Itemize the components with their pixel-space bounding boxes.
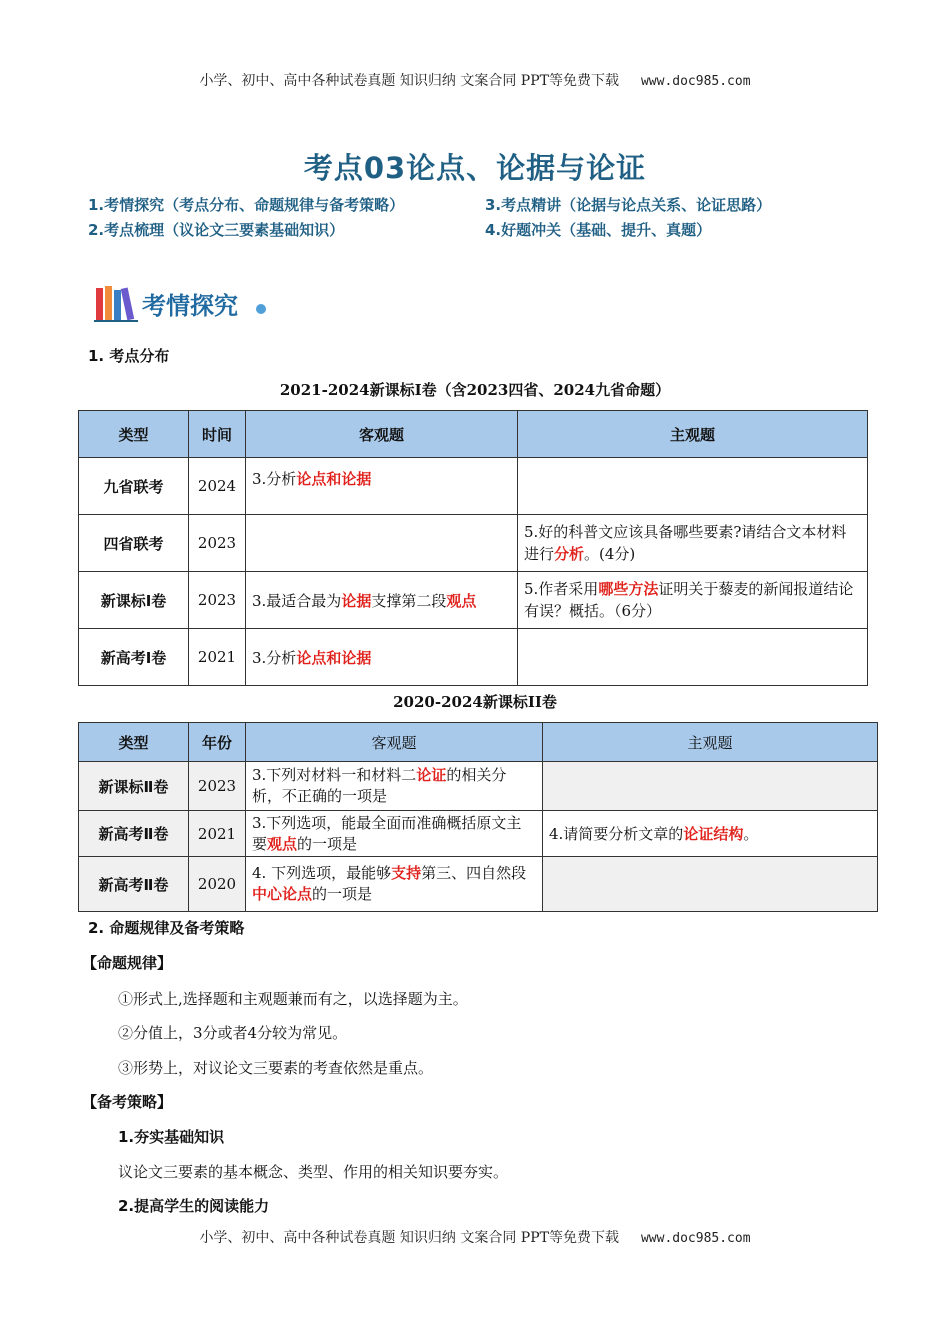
table1-header-subjective: 主观题	[518, 411, 868, 458]
table-row	[79, 458, 868, 515]
row-objective: 4. 下列选项，最能够支持第三、四自然段中心论点的一项是	[246, 857, 543, 912]
table-row	[79, 857, 878, 912]
page-title: 考点03论点、论据与论证	[303, 151, 647, 185]
table-row	[79, 811, 878, 857]
highlight-text: 论据	[341, 591, 372, 610]
table1-header-type: 类型	[79, 411, 189, 458]
section-2-heading: 2. 命题规律及备考策略	[88, 919, 245, 937]
table-row	[79, 515, 868, 572]
toc-item-1[interactable]: 1.考情探究（考点分布、命题规律与备考策略）	[88, 196, 405, 214]
row-subjective: 5.好的科普文应该具备哪些要素?请结合文本材料进行分析。(4分)	[518, 515, 868, 572]
header-text: 小学、初中、高中各种试卷真题 知识归纳 文案合同 PPT等免费下载	[199, 73, 619, 89]
table2-header-year: 年份	[189, 723, 246, 762]
table1-header-row	[79, 411, 868, 458]
row-year: 2023	[189, 762, 246, 811]
table2-header-subjective: 主观题	[543, 723, 878, 762]
footer-url[interactable]: www.doc985.com	[640, 1231, 751, 1246]
table1-caption: 2021-2024新课标Ⅰ卷（含2023四省、2024九省命题）	[279, 381, 671, 399]
toc-item-3[interactable]: 3.考点精讲（论据与论点关系、论证思路）	[485, 196, 772, 214]
row-year: 2024	[189, 458, 246, 515]
row-objective: 3.下列对材料一和材料二论证的相关分析，不正确的一项是	[246, 762, 543, 811]
highlight-text: 论证结构	[683, 825, 744, 843]
banner-dot-icon	[256, 304, 266, 314]
row-type: 新高考Ⅰ卷	[79, 629, 189, 686]
strategy-title-2: 2.提高学生的阅读能力	[118, 1197, 270, 1215]
table2-header-type: 类型	[79, 723, 189, 762]
row-type: 新课标Ⅰ卷	[79, 572, 189, 629]
row-year: 2021	[189, 629, 246, 686]
toc-item-4[interactable]: 4.好题冲关（基础、提升、真题）	[485, 221, 712, 239]
row-type: 四省联考	[79, 515, 189, 572]
highlight-text: 哪些方法	[598, 580, 659, 598]
table-2	[78, 722, 878, 912]
footer-text: 小学、初中、高中各种试卷真题 知识归纳 文案合同 PPT等免费下载	[199, 1230, 619, 1246]
strategy-title-1: 1.夯实基础知识	[118, 1128, 225, 1146]
row-type: 新高考Ⅱ卷	[79, 857, 189, 912]
strategy-heading: 【备考策略】	[82, 1093, 173, 1111]
highlight-text: 分析	[554, 545, 585, 563]
toc-item-2[interactable]: 2.考点梳理（议论文三要素基础知识）	[88, 221, 345, 239]
row-subjective: 5.作者采用哪些方法证明关于藜麦的新闻报道结论有误？概括。（6分）	[518, 572, 868, 629]
rule-item-1: ①形式上,选择题和主观题兼而有之，以选择题为主。	[118, 990, 468, 1008]
row-year: 2023	[189, 572, 246, 629]
row-objective: 3.下列选项，能最全面而准确概括原文主要观点的一项是	[246, 811, 543, 857]
highlight-text: 论证	[416, 766, 447, 784]
row-objective	[246, 515, 518, 572]
page-header	[0, 70, 950, 90]
table-row	[79, 572, 868, 629]
books-icon	[94, 284, 140, 322]
table-row	[79, 762, 878, 811]
highlight-text: 论点和论据	[296, 470, 372, 488]
table-row	[79, 629, 868, 686]
rule-item-3: ③形势上，对议论文三要素的考查依然是重点。	[118, 1059, 434, 1077]
row-type: 新高考Ⅱ卷	[79, 811, 189, 857]
rule-item-2: ②分值上，3分或者4分较为常见。	[118, 1024, 348, 1042]
row-subjective	[518, 629, 868, 686]
row-type: 九省联考	[79, 458, 189, 515]
row-subjective	[543, 857, 878, 912]
row-subjective	[518, 458, 868, 515]
table2-header-row	[79, 723, 878, 762]
row-objective: 3.最适合最为论据支撑第二段观点	[246, 572, 518, 629]
row-subjective: 4.请简要分析文章的论证结构。	[543, 811, 878, 857]
row-year: 2020	[189, 857, 246, 912]
table-1	[78, 410, 868, 686]
highlight-text: 观点	[267, 834, 298, 853]
row-year: 2021	[189, 811, 246, 857]
row-subjective	[543, 762, 878, 811]
highlight-text: 中心论点	[252, 885, 313, 903]
header-url[interactable]: www.doc985.com	[640, 74, 751, 89]
banner-label: 考情探究	[142, 292, 238, 320]
page-footer	[0, 1227, 950, 1247]
row-objective: 3.分析论点和论据	[246, 458, 518, 515]
rules-heading: 【命题规律】	[82, 954, 173, 972]
highlight-text: 观点	[446, 591, 477, 610]
strategy-body-1: 议论文三要素的基本概念、类型、作用的相关知识要夯实。	[118, 1163, 509, 1181]
table1-header-objective: 客观题	[246, 411, 518, 458]
highlight-text: 支持	[391, 864, 422, 882]
row-year: 2023	[189, 515, 246, 572]
section-1-heading: 1. 考点分布	[88, 347, 170, 365]
table1-header-time: 时间	[189, 411, 246, 458]
table2-header-objective: 客观题	[246, 723, 543, 762]
highlight-text: 论点和论据	[296, 648, 372, 667]
table2-caption: 2020-2024新课标II卷	[393, 693, 557, 711]
row-type: 新课标Ⅱ卷	[79, 762, 189, 811]
row-objective: 3.分析论点和论据	[246, 629, 518, 686]
